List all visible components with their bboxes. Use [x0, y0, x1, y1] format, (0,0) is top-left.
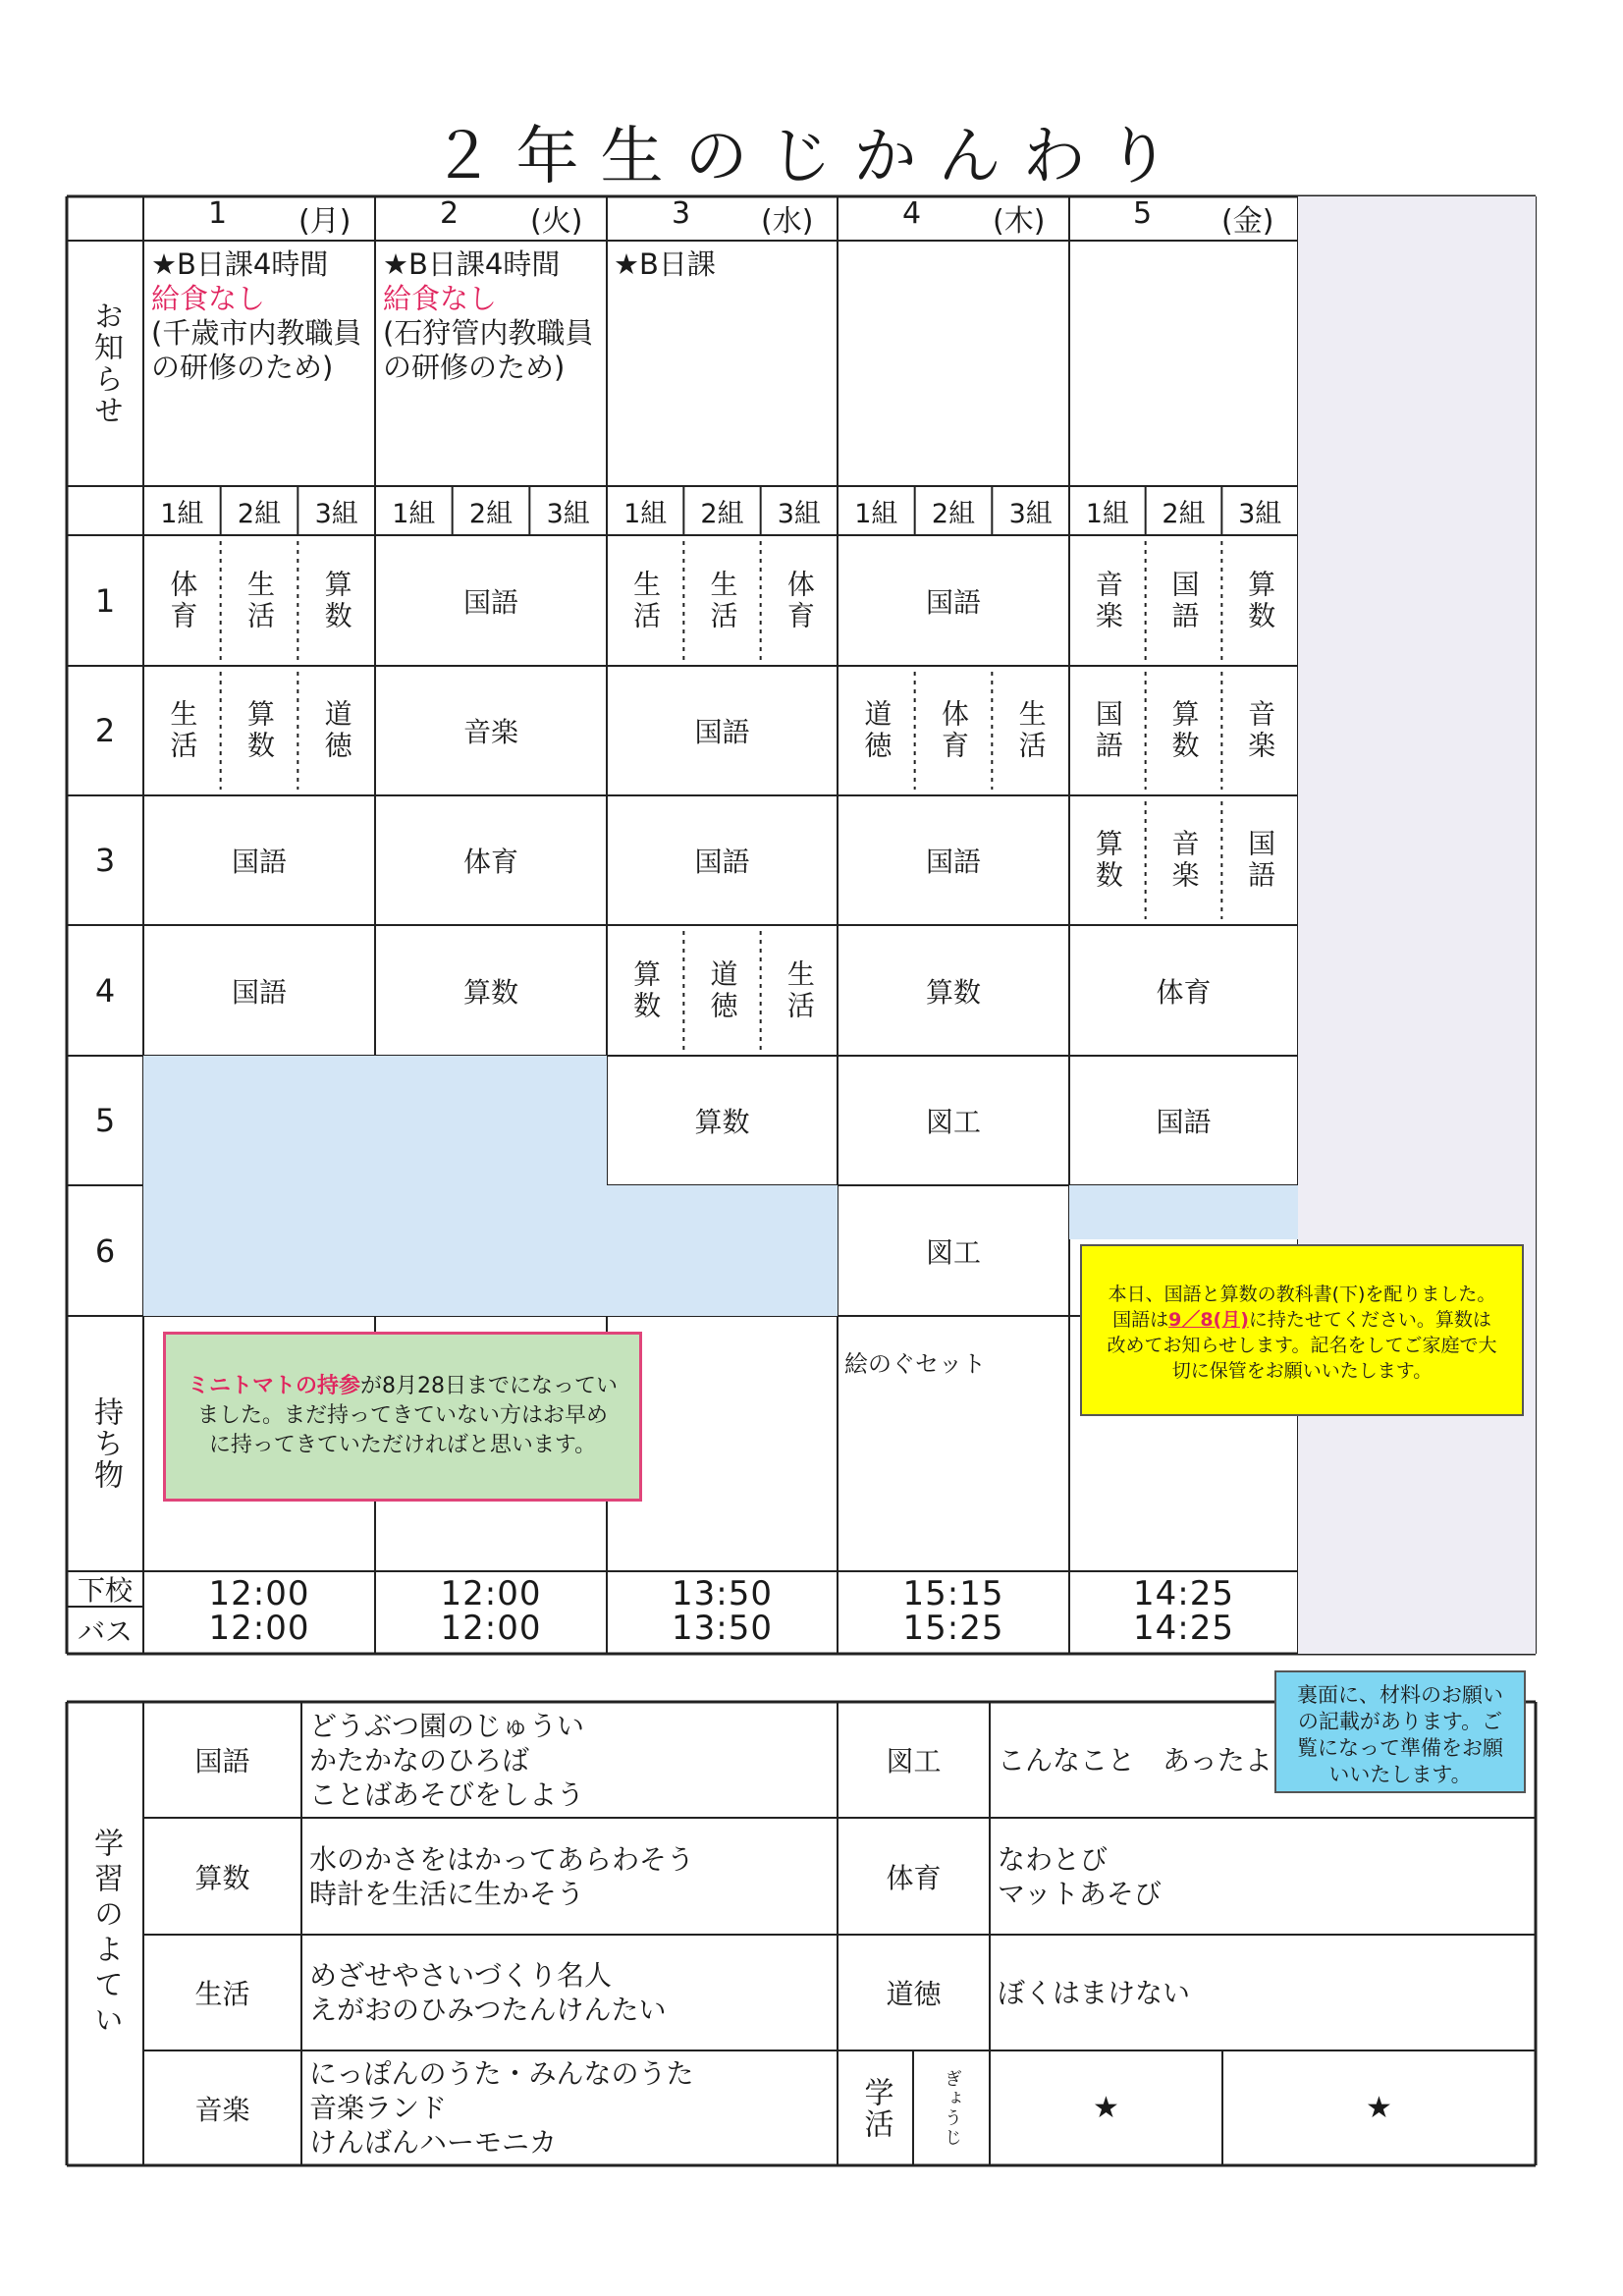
- class-label: 2組: [700, 498, 744, 529]
- class-label: 1組: [1085, 498, 1129, 529]
- blank-period-cell: [607, 1185, 838, 1316]
- subject-cell: 国語: [231, 975, 287, 1009]
- study-topic: 音楽ランド: [309, 2092, 448, 2124]
- subject-cell: 算数: [1167, 699, 1201, 762]
- study-topic: 水のかさをはかってあらわそう: [309, 1842, 695, 1876]
- dismissal-time: 15:15: [902, 1574, 1004, 1613]
- period-label: 3: [94, 842, 116, 879]
- side-margin-shading: [1298, 196, 1536, 1654]
- subject-cell: 国語: [1244, 829, 1277, 892]
- cyan-note-line1: 裏面に、材料のお願い: [1297, 1683, 1503, 1707]
- subject-cell: 図工: [925, 1235, 981, 1269]
- class-label: 3組: [777, 498, 821, 529]
- dismissal-time: 12:00: [440, 1574, 542, 1613]
- study-topics: [309, 1958, 666, 2027]
- subject-cell: 国語: [231, 846, 287, 878]
- period-label: 1: [94, 581, 116, 620]
- subject-cell: 生活: [629, 569, 663, 632]
- subject-cell: 国語: [1167, 569, 1201, 632]
- subject-cell: 生活: [706, 569, 739, 632]
- study-topic: えがおのひみつたんけんたい: [309, 1994, 667, 2026]
- period-label: 4: [94, 971, 116, 1010]
- study-subject: 道徳: [886, 1978, 942, 2010]
- subject-cell: 生活: [783, 958, 816, 1022]
- study-topics: [309, 1709, 584, 1812]
- subject-cell: 道徳: [706, 958, 739, 1022]
- class-label: 2組: [237, 498, 282, 529]
- green-note-line2: ました。まだ持ってきていない方はお早め: [196, 1403, 608, 1428]
- class-label: 3組: [1238, 498, 1282, 529]
- class-label: 1組: [160, 498, 204, 529]
- day-name: (火): [530, 204, 583, 239]
- class-label: 2組: [931, 498, 976, 529]
- period-label: 6: [94, 1231, 116, 1270]
- belongings-day4: 絵のぐセット: [844, 1350, 986, 1378]
- study-subject: 生活: [194, 1978, 250, 2010]
- class-label: 1組: [392, 498, 436, 529]
- yellow-note-line2-pre: 国語は: [1112, 1309, 1169, 1331]
- study-topic: けんばんハーモニカ: [309, 2126, 558, 2159]
- blank-period-cell: [375, 1056, 607, 1185]
- study-topic: ぼくはまけない: [998, 1976, 1191, 2009]
- subject-cell: 音楽: [1244, 699, 1277, 762]
- bus-time: 14:25: [1133, 1609, 1234, 1648]
- study-subject: 図工: [886, 1745, 942, 1777]
- study-topics: [998, 1842, 1162, 1911]
- subject-cell: 算数: [320, 569, 353, 632]
- subject-cell: 国語: [694, 846, 750, 878]
- subject-cell: 生活: [243, 569, 276, 632]
- subject-cell: 道徳: [320, 699, 353, 762]
- subject-cell: 算数: [925, 975, 981, 1009]
- bus-time: 12:00: [440, 1609, 542, 1648]
- class-label: 2組: [1162, 498, 1206, 529]
- day-number: 1: [208, 196, 228, 231]
- study-topic: めざせやさいづくり名人: [309, 1959, 613, 1992]
- notice-day2-red: 給食なし: [383, 282, 498, 315]
- class-label: 2組: [468, 498, 514, 529]
- belongings-row-label: 持ち物: [88, 1396, 123, 1491]
- study-topic: ことばあそびをしよう: [309, 1777, 585, 1811]
- notice-day1-line1: ★B日課4時間: [151, 247, 329, 281]
- day-number: 2: [440, 196, 460, 231]
- green-note-highlight: ミニトマトの持参: [187, 1374, 360, 1398]
- bus-time: 15:25: [902, 1609, 1004, 1648]
- subject-cell: 図工: [925, 1106, 981, 1138]
- subject-cell: 道徳: [860, 699, 893, 762]
- subject-cell: 国語: [1156, 1106, 1212, 1138]
- study-subject: 国語: [194, 1745, 250, 1777]
- notice-day3-line1: ★B日課: [614, 247, 716, 281]
- class-label: 3組: [1008, 498, 1053, 529]
- cyan-note-line2: の記載があります。ご: [1297, 1710, 1503, 1733]
- yellow-note-line3: 改めてお知らせします。記名をしてご家庭で大: [1107, 1335, 1497, 1356]
- notices-row-label: お知らせ: [88, 301, 123, 426]
- subject-cell: 国語: [694, 716, 750, 748]
- yellow-note-line2: [1082, 1307, 1522, 1333]
- study-section-label: 学習のよてい: [88, 1828, 123, 2040]
- study-topics: [998, 1743, 1272, 1777]
- notice-day1-red: 給食なし: [151, 282, 266, 315]
- yellow-note-line4: 切に保管をお願いいたします。: [1171, 1360, 1433, 1382]
- study-topic: どうぶつ園のじゅうい: [309, 1709, 585, 1742]
- class-label: 1組: [854, 498, 898, 529]
- subject-cell: 音楽: [462, 716, 518, 748]
- yellow-note-date: 9／8(月): [1168, 1309, 1249, 1331]
- study-topic: なわとび: [998, 1842, 1109, 1876]
- subject-cell: 体育: [1156, 975, 1212, 1009]
- materials-note-cyan: [1274, 1670, 1526, 1793]
- dismissal-time: 14:25: [1133, 1574, 1234, 1613]
- cyan-note-line4: いいたします。: [1328, 1763, 1472, 1786]
- green-note-line3: に持ってきていただければと思います。: [208, 1433, 597, 1457]
- class-label: 3組: [546, 498, 590, 529]
- subject-cell: 体育: [462, 846, 518, 878]
- notice-day1-line4: の研修のため): [151, 351, 334, 384]
- dismissal-time: 13:50: [672, 1574, 773, 1613]
- study-subject: 算数: [194, 1861, 250, 1894]
- subject-cell: 国語: [1091, 699, 1124, 762]
- bus-time: 13:50: [672, 1609, 773, 1648]
- blank-period-cell: [1069, 1185, 1298, 1239]
- subject-cell: 算数: [1244, 569, 1277, 632]
- period-label: 2: [94, 712, 116, 749]
- bus-row-label: バス: [77, 1615, 133, 1648]
- day-name: (金): [1221, 204, 1274, 239]
- subject-cell: 算数: [1091, 829, 1124, 892]
- yellow-note-line2-post: に持たせてください。算数は: [1248, 1309, 1491, 1331]
- gakkatsu-label: 学活: [858, 2076, 893, 2140]
- notice-day2-line3: (石狩管内教職員: [383, 316, 594, 350]
- study-topics: [309, 2056, 693, 2159]
- study-topic: 時計を生活に生かそう: [309, 1877, 585, 1910]
- day-name: (木): [993, 204, 1046, 239]
- dismissal-time: 12:00: [208, 1574, 310, 1613]
- yellow-note-line1: 本日、国語と算数の教科書(下)を配りました。: [1108, 1284, 1496, 1305]
- subject-cell: 体育: [783, 569, 816, 632]
- day-number: 4: [902, 196, 922, 231]
- subject-cell: 算数: [629, 958, 663, 1022]
- green-note-line1: [166, 1372, 639, 1401]
- textbook-note-yellow: [1080, 1244, 1524, 1416]
- study-topic: かたかなのひろば: [309, 1743, 530, 1777]
- subject-cell: 算数: [694, 1106, 750, 1138]
- subject-cell: 体育: [166, 569, 199, 632]
- study-subject: 音楽: [194, 2093, 250, 2126]
- day-name: (月): [298, 204, 352, 239]
- subject-cell: 国語: [925, 585, 981, 619]
- notice-day1: [151, 247, 361, 385]
- study-topic: マットあそび: [998, 1877, 1162, 1910]
- subject-cell: 体育: [937, 699, 970, 762]
- blank-period-cell: [143, 1185, 375, 1316]
- subject-cell: 音楽: [1167, 829, 1201, 892]
- notice-day2-line4: の研修のため): [383, 351, 566, 384]
- dismissal-row-label: 下校: [77, 1574, 133, 1607]
- period-label: 5: [94, 1102, 116, 1139]
- subject-cell: 算数: [462, 975, 518, 1009]
- subject-cell: 音楽: [1091, 569, 1124, 632]
- notice-day1-line3: (千歳市内教職員: [151, 316, 362, 350]
- subject-cell: 算数: [243, 699, 276, 762]
- day-name: (水): [761, 204, 814, 239]
- gakkatsu-ruby: ぎょうじ: [942, 2068, 962, 2148]
- notice-day2-line1: ★B日課4時間: [383, 247, 561, 281]
- page-title: ２年生のじかんわり: [431, 121, 1192, 193]
- class-label: 3組: [314, 498, 358, 529]
- study-topics: [998, 1976, 1190, 2010]
- day-number: 5: [1133, 196, 1153, 231]
- blank-period-cell: [143, 1056, 375, 1185]
- subject-cell: 国語: [925, 846, 981, 878]
- subject-cell: 生活: [166, 699, 199, 762]
- blank-period-cell: [375, 1185, 607, 1316]
- bus-time: 12:00: [208, 1609, 310, 1648]
- class-label: 1組: [623, 498, 668, 529]
- subject-cell: 生活: [1014, 699, 1048, 762]
- study-topic: にっぽんのうた・みんなのうた: [309, 2057, 694, 2090]
- green-note-line1-rest: が8月28日までになってい: [360, 1374, 618, 1398]
- day-number: 3: [672, 196, 691, 231]
- study-subject: 体育: [886, 1861, 942, 1894]
- star-mark: ★: [1366, 2091, 1392, 2125]
- subject-cell: 国語: [462, 585, 518, 619]
- study-topics: [309, 1842, 694, 1911]
- notice-day2: [383, 247, 593, 385]
- study-topic: こんなこと あったよ: [998, 1743, 1272, 1777]
- reminder-note-green: [163, 1332, 642, 1502]
- cyan-note-line3: 覧になって準備をお願: [1297, 1736, 1503, 1760]
- star-mark: ★: [1093, 2091, 1119, 2125]
- notice-day3: [614, 247, 716, 282]
